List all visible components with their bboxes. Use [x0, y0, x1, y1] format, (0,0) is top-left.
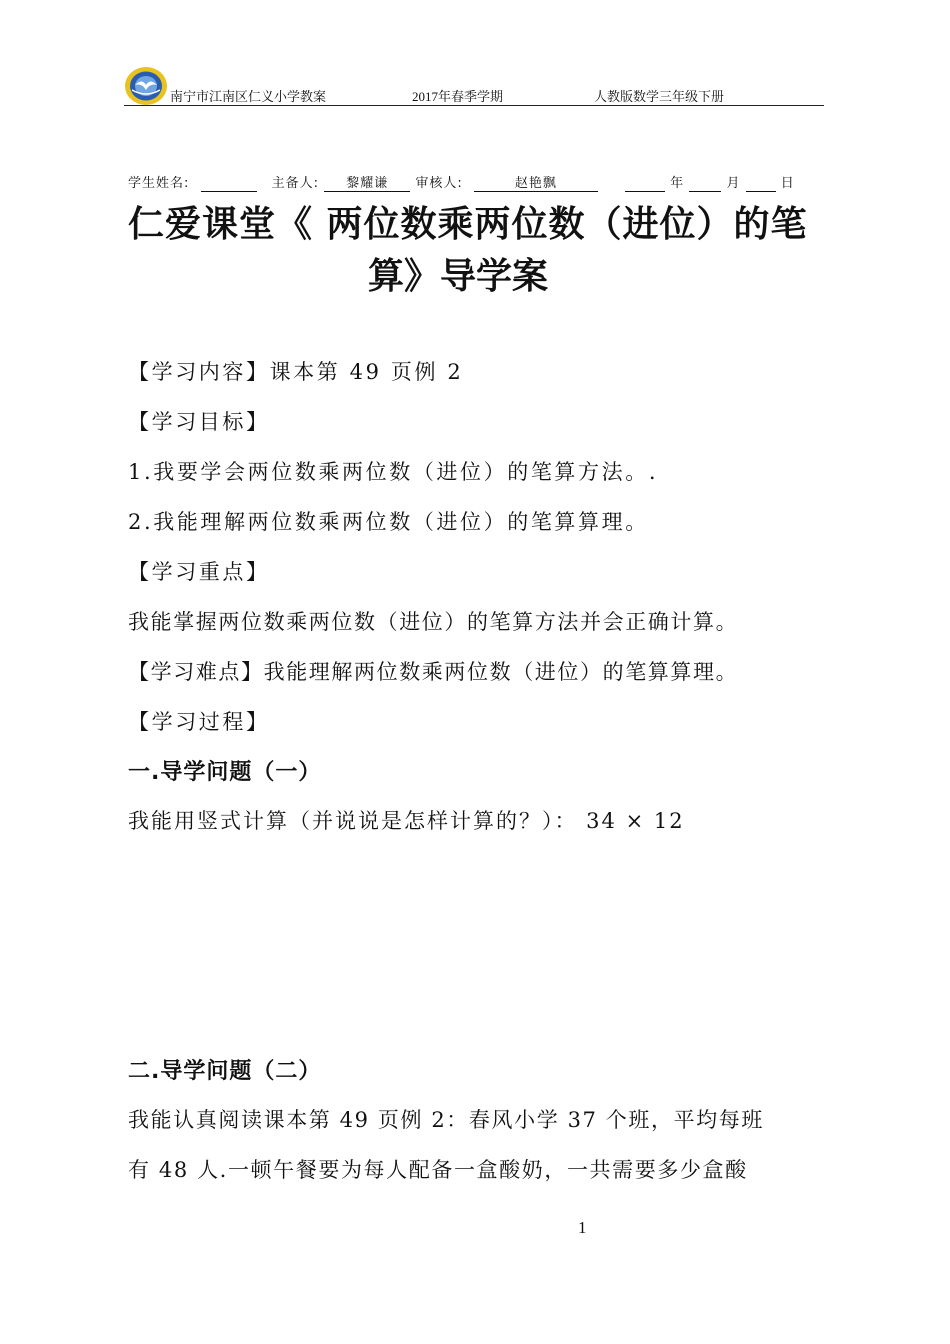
goal-2: 2.我能理解两位数乘两位数（进位）的笔算算理。 [128, 510, 649, 534]
header-term: 2017年春季学期 [412, 89, 504, 104]
day-field[interactable] [746, 176, 776, 192]
doc-title-line2: 算》导学案 [368, 256, 549, 297]
process-heading: 【学习过程】 [128, 710, 270, 734]
study-content: 【学习内容】课本第 49 页例 2 [128, 360, 464, 384]
day-label: 日 [780, 176, 795, 191]
year-label: 年 [670, 176, 685, 191]
header-rule [124, 105, 824, 106]
school-logo-icon [124, 66, 168, 106]
student-name-field[interactable] [201, 176, 257, 192]
focus-text: 我能掌握两位数乘两位数（进位）的笔算方法并会正确计算。 [128, 610, 739, 634]
reviewer-value: 赵艳飘 [474, 172, 598, 192]
header-book: 人教版数学三年级下册 [594, 89, 725, 104]
student-name-label: 学生姓名: [128, 176, 190, 191]
question-2-line-1: 我能认真阅读课本第 49 页例 2：春风小学 37 个班，平均每班 [128, 1108, 764, 1132]
reviewer-label: 审核人: [415, 176, 463, 191]
header-school: 南宁市江南区仁义小学教案 [170, 89, 327, 104]
page-number: 1 [578, 1218, 587, 1237]
question-1-heading: 一.导学问题（一） [128, 760, 322, 785]
info-line [128, 172, 795, 192]
question-2-line-2: 有 48 人.一顿午餐要为每人配备一盒酸奶，一共需要多少盒酸 [128, 1158, 748, 1182]
focus-heading: 【学习重点】 [128, 560, 270, 584]
doc-title-line1: 仁爱课堂《 两位数乘两位数（进位）的笔 [128, 204, 808, 245]
month-field[interactable] [689, 176, 721, 192]
preparer-label: 主备人: [271, 176, 320, 191]
month-label: 月 [726, 176, 741, 191]
difficulty: 【学习难点】我能理解两位数乘两位数（进位）的笔算算理。 [128, 660, 739, 684]
year-field[interactable] [625, 176, 665, 192]
preparer-value: 黎耀谦 [324, 172, 410, 192]
question-2-heading: 二.导学问题（二） [128, 1059, 322, 1084]
goal-1: 1.我要学会两位数乘两位数（进位）的笔算方法。. [128, 460, 659, 484]
question-1-text: 我能用竖式计算（并说说是怎样计算的？）： 34 × 12 [128, 809, 685, 833]
goals-heading: 【学习目标】 [128, 410, 270, 434]
page-header [124, 66, 824, 108]
